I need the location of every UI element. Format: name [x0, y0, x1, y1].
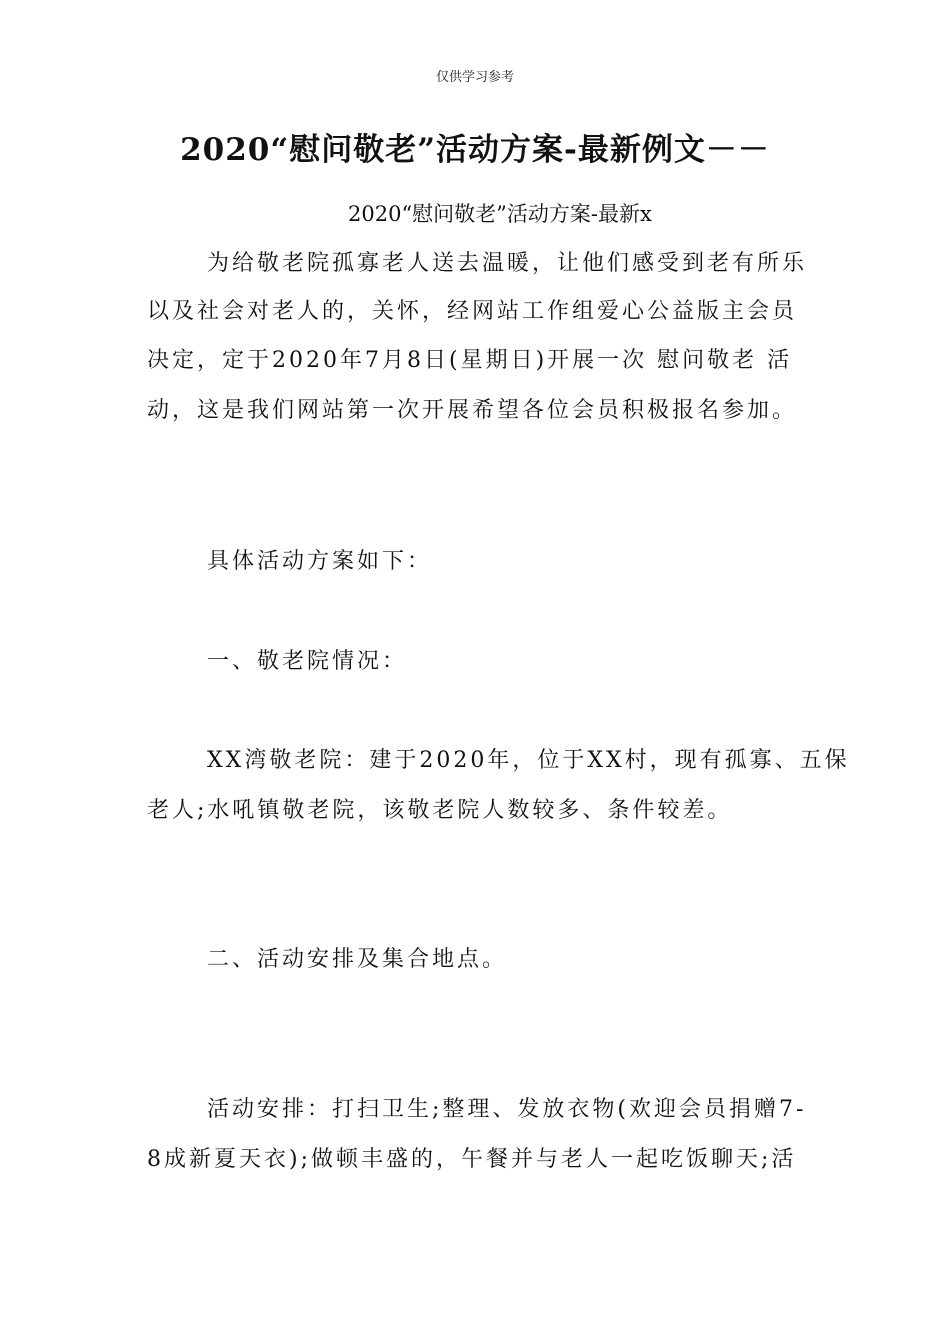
document-subtitle: 2020“慰问敬老”活动方案-最新x: [348, 202, 652, 226]
section-body-line: XX湾敬老院：建于2020年，位于XX村，现有孤寡、五保: [207, 748, 850, 773]
header-note: 仅供学习参考: [435, 70, 514, 85]
paragraph-line: 以及社会对老人的，关怀，经网站工作组爱心公益版主会员: [147, 299, 798, 324]
section-body-line: 活动安排：打扫卫生;整理、发放衣物(欢迎会员捐赠7-: [207, 1097, 807, 1122]
section-body-line: 老人;水吼镇敬老院，该敬老院人数较多、条件较差。: [147, 798, 733, 823]
plan-intro: 具体活动方案如下：: [207, 549, 433, 574]
section-heading: 一、敬老院情况：: [207, 649, 408, 674]
section-heading: 二、活动安排及集合地点。: [207, 947, 508, 972]
paragraph-line: 决定，定于2020年7月8日(星期日)开展一次 慰问敬老 活: [147, 348, 793, 373]
paragraph-line: 为给敬老院孤寡老人送去温暖，让他们感受到老有所乐: [207, 251, 808, 276]
document-title: 2020“慰问敬老”活动方案-最新例文－－: [180, 132, 770, 168]
section-body-line: 8成新夏天衣);做顿丰盛的，午餐并与老人一起吃饭聊天;活: [147, 1147, 797, 1172]
paragraph-line: 动，这是我们网站第一次开展希望各位会员积极报名参加。: [147, 398, 798, 423]
